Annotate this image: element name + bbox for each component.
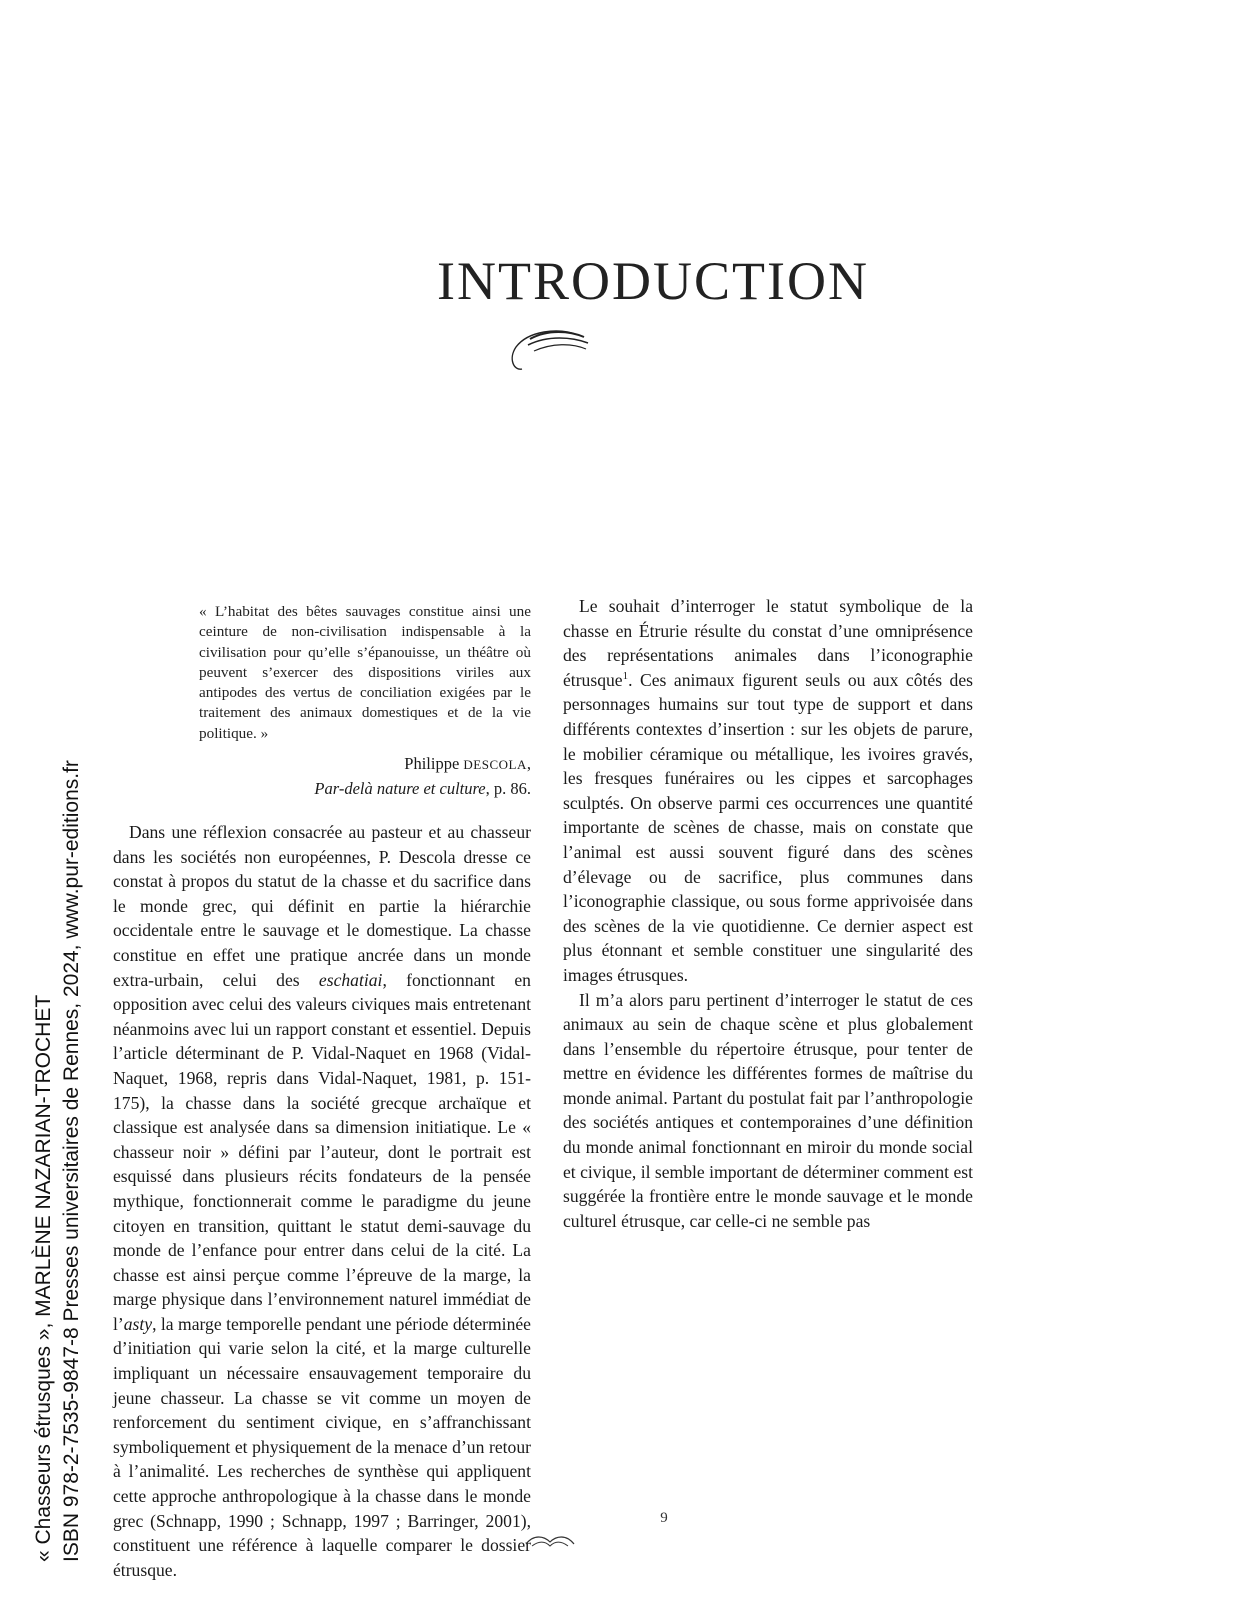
paragraph-3: Il m’a alors paru pertinent d’interroger le statut de ces animaux au sein de chaque scène et plus globalement dans l’ensemble du répertoire étrusque, pour tenter de mettre en évidence les différentes formes de maîtrise du monde animal. Partant du postulat fait par l’anthropologie des sociétés antiques et contemporaines d’une définition du monde animal fonctionnant en miroir du monde social et civique, il semble important de déterminer comment est suggérée la frontière entre le monde sauvage et le monde culturel étrusque, car celle-ci ne semble pas — [563, 989, 973, 1231]
footer-ornament-icon — [522, 1532, 578, 1550]
flourish-ornament-icon — [508, 325, 590, 375]
term-asty: asty — [123, 1313, 153, 1334]
sidebar-line-title: « Chasseurs étrusques », MARLÈNE NAZARIAN-TROCHET — [32, 994, 55, 1562]
author-last-name: DESCOLA — [463, 757, 527, 772]
footnote-ref-1[interactable]: 1 — [622, 669, 629, 682]
page-number: 9 — [660, 1510, 668, 1526]
epigraph-source — [199, 777, 531, 801]
epigraph-attribution — [199, 752, 531, 801]
paragraph-2-part-a: Le souhait d’interroger le statut symbolique de la chasse en Étrurie résulte du constat d’une omniprésence des représentations animales dans l’iconographie étrusque — [563, 596, 973, 690]
paragraph-1-part-a: Dans une réflexion consacrée au pasteur et au chasseur dans les sociétés non européennes, P. Descola dresse ce constat à propos du statut de la chasse et du sacrifice dans le monde grec, qui définit en partie la hiérarchie occidentale entre le sauvage et le domestique. La chasse constitue en effet une pratique ancrée dans un monde extra-urbain, celui des — [113, 822, 531, 990]
text-column-right — [563, 594, 973, 1233]
copyright-sidebar — [30, 722, 86, 1562]
paragraph-1-part-b: , fonctionnant en opposition avec celui des valeurs civiques mais entretenant néanmoins avec lui un rapport constant et essentiel. Depuis l’article déterminant de P. Vidal-Naquet en 1968 (Vidal-Naquet, 1968, repris dans Vidal-Naquet, 1981, p. 151-175), la chasse dans la société grecque archaïque et classique est analysée dans sa dimension initiatique. Le « chasseur noir » défini par l’auteur, dont le portrait est esquissé dans plusieurs récits fondateurs de la pensée mythique, fonctionnerait comme le paradigme du jeune citoyen en transition, quittant le statut demi-sauvage du monde de l’enfance pour entrer dans celui de la cité. La chasse est ainsi perçue comme l’épreuve de la marge, la marge physique dans l’environnement naturel immédiat de l’ — [113, 969, 531, 1334]
sidebar-line-isbn: ISBN 978-2-7535-9847-8 Presses universitaires de Rennes, 2024, www.pur-editions.fr — [60, 760, 83, 1562]
epigraph-text: « L’habitat des bêtes sauvages constitue ainsi une ceinture de non-civilisation indispensable à la civilisation pour qu’elle s’épanouisse, un théâtre où peuvent s’exercer des dispositions viriles aux antipodes des vertus de conciliation exigées par le traitement des animaux domestiques et de la vie politique. » — [199, 603, 531, 742]
author-first-name: Philippe — [404, 754, 460, 773]
term-eschatiai: eschatiai — [318, 969, 383, 990]
epigraph-quote — [199, 602, 531, 744]
paragraph-1-part-c: , la marge temporelle pendant une période déterminée d’initiation qui varie selon la cité, et la marge culturelle impliquant un nécessaire ensauvagement temporaire du jeune chasseur. La chasse se vit comme un moyen de renforcement du sentiment civique, en s’affranchissant symboliquement et physiquement de la menace d’un retour à l’animalité. Les recherches de synthèse qui appliquent cette approche anthropologique à la chasse dans le monde grec (Schnapp, 1990 ; Schnapp, 1997 ; Barringer, 2001), constituent une référence à laquelle comparer le dossier étrusque. — [113, 1313, 531, 1580]
text-column-left — [113, 820, 531, 1582]
epigraph-author — [199, 752, 531, 777]
author-comma: , — [526, 754, 531, 773]
paragraph-2 — [563, 594, 973, 988]
epigraph-page: , p. 86. — [485, 779, 531, 798]
paragraph-1 — [113, 820, 531, 1582]
chapter-title: INTRODUCTION — [437, 251, 869, 311]
epigraph-work-title: Par-delà nature et culture — [314, 779, 486, 798]
paragraph-2-part-b: . Ces animaux figurent seuls ou aux côtés des personnages humains sur tout type de support et dans différents contextes d’insertion : sur les objets de parure, le mobilier céramique ou métallique, les ivoires gravés, les fresques funéraires ou les cippes et sarcophages sculptés. On observe parmi ces occurrences une quantité importante de scènes de chasse, mais on constate que l’animal est aussi souvent figuré dans des scènes d’élevage ou de sacrifice, plus communes dans l’iconographie classique, ou sous forme apprivoisée dans des scènes de la vie quotidienne. Ce dernier aspect est plus étonnant et semble constituer une singularité des images étrusques. — [563, 669, 973, 985]
